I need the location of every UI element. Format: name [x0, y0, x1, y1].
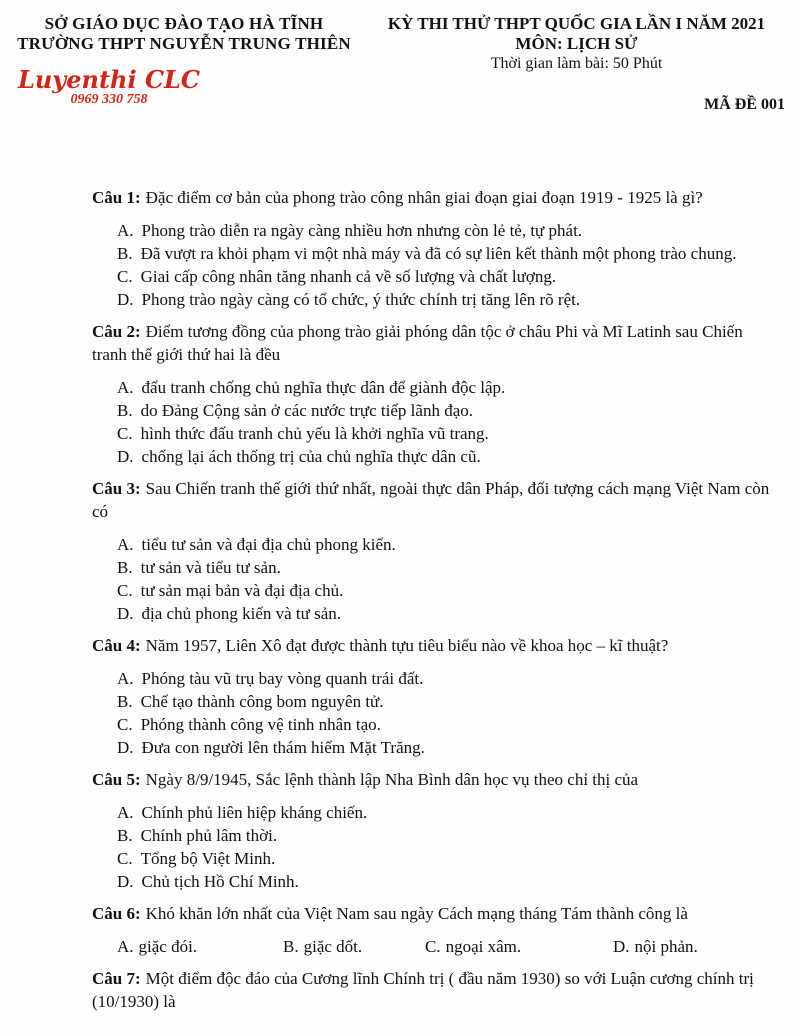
options-group: [117, 533, 780, 625]
option-text: hình thức đấu tranh chủ yếu là khởi nghĩa vũ trang.: [140, 424, 489, 443]
option-letter: A.: [117, 937, 134, 956]
option-b: [117, 556, 780, 579]
question-2: [92, 320, 780, 468]
option-text: Phóng thành công vệ tinh nhân tạo.: [140, 715, 381, 734]
option-letter: A.: [117, 803, 134, 822]
option-a: [117, 935, 283, 958]
options-group: [117, 376, 780, 468]
option-b: [117, 690, 780, 713]
logo-phone: 0969 330 758: [70, 92, 148, 107]
options-group: [117, 801, 780, 893]
option-text: địa chủ phong kiến và tư sản.: [141, 604, 342, 623]
option-text: ngoại xâm.: [445, 937, 522, 956]
question-5: [92, 768, 780, 893]
question-text: Khó khăn lớn nhất của Việt Nam sau ngày Cách mạng tháng Tám thành công là: [145, 904, 688, 923]
question-6: [92, 902, 780, 958]
option-letter: A.: [117, 535, 134, 554]
option-text: Chính phủ lâm thời.: [140, 826, 278, 845]
question-text: Đặc điểm cơ bản của phong trào công nhân giai đoạn giai đoạn 1919 - 1925 là gì?: [145, 188, 703, 207]
option-c: [117, 713, 780, 736]
question-text: Ngày 8/9/1945, Sắc lệnh thành lập Nha Bình dân học vụ theo chỉ thị của: [145, 770, 639, 789]
exam-duration: Thời gian làm bài: 50 Phút: [490, 55, 663, 72]
question-label: Câu 6:: [92, 904, 141, 923]
option-letter: A.: [117, 669, 134, 688]
question-stem: [92, 768, 780, 791]
option-text: do Đảng Cộng sản ở các nước trực tiếp lãnh đạo.: [140, 401, 473, 420]
question-label: Câu 2:: [92, 322, 141, 341]
option-text: Phóng tàu vũ trụ bay vòng quanh trái đất.: [141, 669, 424, 688]
option-a: [117, 533, 780, 556]
option-text: giặc dốt.: [303, 937, 363, 956]
option-b: [283, 935, 425, 958]
option-d: [117, 288, 780, 311]
question-label: Câu 3:: [92, 479, 141, 498]
option-c: [117, 847, 780, 870]
question-stem: [92, 902, 780, 925]
option-letter: B.: [117, 244, 133, 263]
option-letter: D.: [117, 604, 134, 623]
option-letter: D.: [117, 872, 134, 891]
option-c: [117, 579, 780, 602]
option-letter: C.: [117, 424, 133, 443]
option-d: [613, 935, 698, 958]
options-group: [117, 935, 780, 958]
option-text: Đã vượt ra khỏi phạm vi một nhà máy và đã có sự liên kết thành một phong trào chung.: [140, 244, 737, 263]
question-text: Một điểm độc đáo của Cương lĩnh Chính trị ( đầu năm 1930) so với Luận cương chính trị (10/1930) là: [92, 969, 754, 1011]
option-text: nội phản.: [634, 937, 698, 956]
option-text: tiểu tư sản và đại địa chủ phong kiến.: [141, 535, 396, 554]
option-text: giặc đói.: [138, 937, 198, 956]
option-letter: C.: [425, 937, 441, 956]
logo-text: Luyenthi CLC: [17, 65, 201, 94]
question-stem: [92, 634, 780, 657]
question-7: [92, 967, 780, 1013]
option-text: Giai cấp công nhân tăng nhanh cả về số lượng và chất lượng.: [140, 267, 557, 286]
option-b: [117, 824, 780, 847]
option-letter: C.: [117, 581, 133, 600]
option-letter: B.: [117, 401, 133, 420]
option-text: chống lại ách thống trị của chủ nghĩa thực dân cũ.: [141, 447, 481, 466]
option-text: đấu tranh chống chủ nghĩa thực dân để giành độc lập.: [141, 378, 506, 397]
school-name: TRƯỜNG THPT NGUYỄN TRUNG THIÊN: [17, 34, 351, 53]
option-c: [425, 935, 613, 958]
question-label: Câu 5:: [92, 770, 141, 789]
option-a: [117, 219, 780, 242]
question-1: [92, 186, 780, 311]
question-stem: [92, 186, 780, 209]
question-text: Sau Chiến tranh thế giới thứ nhất, ngoài thực dân Pháp, đối tượng cách mạng Việt Nam còn có: [92, 479, 770, 521]
question-stem: [92, 320, 780, 366]
question-3: [92, 477, 780, 625]
exam-code-badge: MÃ ĐỀ 001: [704, 96, 785, 113]
option-letter: B.: [283, 937, 299, 956]
question-stem: [92, 967, 780, 1013]
question-4: [92, 634, 780, 759]
question-label: Câu 4:: [92, 636, 141, 655]
option-d: [117, 445, 780, 468]
option-letter: A.: [117, 221, 134, 240]
option-a: [117, 376, 780, 399]
option-letter: A.: [117, 378, 134, 397]
option-letter: B.: [117, 558, 133, 577]
exam-header: [0, 0, 800, 114]
question-stem: [92, 477, 780, 523]
option-letter: D.: [613, 937, 630, 956]
option-text: tư sản và tiểu tư sản.: [140, 558, 281, 577]
option-text: tư sản mại bản và đại địa chủ.: [140, 581, 344, 600]
option-text: Phong trào diễn ra ngày càng nhiều hơn nhưng còn lẻ tẻ, tự phát.: [141, 221, 583, 240]
option-d: [117, 602, 780, 625]
option-c: [117, 422, 780, 445]
option-text: Tổng bộ Việt Minh.: [140, 849, 276, 868]
option-text: Chế tạo thành công bom nguyên tử.: [140, 692, 384, 711]
questions-list: [0, 186, 800, 1013]
option-d: [117, 870, 780, 893]
option-text: Phong trào ngày càng có tổ chức, ý thức chính trị tăng lên rõ rệt.: [141, 290, 581, 309]
option-d: [117, 736, 780, 759]
options-group: [117, 219, 780, 311]
department-name: SỞ GIÁO DỤC ĐÀO TẠO HÀ TĨNH: [44, 14, 324, 33]
question-label: Câu 7:: [92, 969, 141, 988]
option-text: Chủ tịch Hồ Chí Minh.: [141, 872, 299, 891]
option-letter: C.: [117, 849, 133, 868]
option-letter: C.: [117, 267, 133, 286]
question-label: Câu 1:: [92, 188, 141, 207]
option-letter: D.: [117, 290, 134, 309]
exam-title: KỲ THI THỬ THPT QUỐC GIA LẦN I NĂM 2021: [387, 14, 766, 33]
option-letter: D.: [117, 447, 134, 466]
option-b: [117, 242, 780, 265]
option-a: [117, 667, 780, 690]
option-a: [117, 801, 780, 824]
option-letter: C.: [117, 715, 133, 734]
option-letter: B.: [117, 826, 133, 845]
luyenthi-clc-logo: [17, 65, 201, 108]
option-text: Đưa con người lên thám hiểm Mặt Trăng.: [141, 738, 425, 757]
question-text: Điểm tương đồng của phong trào giải phóng dân tộc ở châu Phi và Mĩ Latinh sau Chiến tranh thế giới thứ hai là đều: [92, 322, 743, 364]
option-letter: B.: [117, 692, 133, 711]
question-text: Năm 1957, Liên Xô đạt được thành tựu tiêu biểu nào về khoa học – kĩ thuật?: [145, 636, 669, 655]
exam-subject: MÔN: LỊCH SỬ: [515, 34, 638, 53]
option-c: [117, 265, 780, 288]
exam-info: [368, 14, 800, 114]
option-text: Chính phủ liên hiệp kháng chiến.: [141, 803, 368, 822]
option-letter: D.: [117, 738, 134, 757]
options-group: [117, 667, 780, 759]
school-info: [0, 14, 368, 114]
option-b: [117, 399, 780, 422]
